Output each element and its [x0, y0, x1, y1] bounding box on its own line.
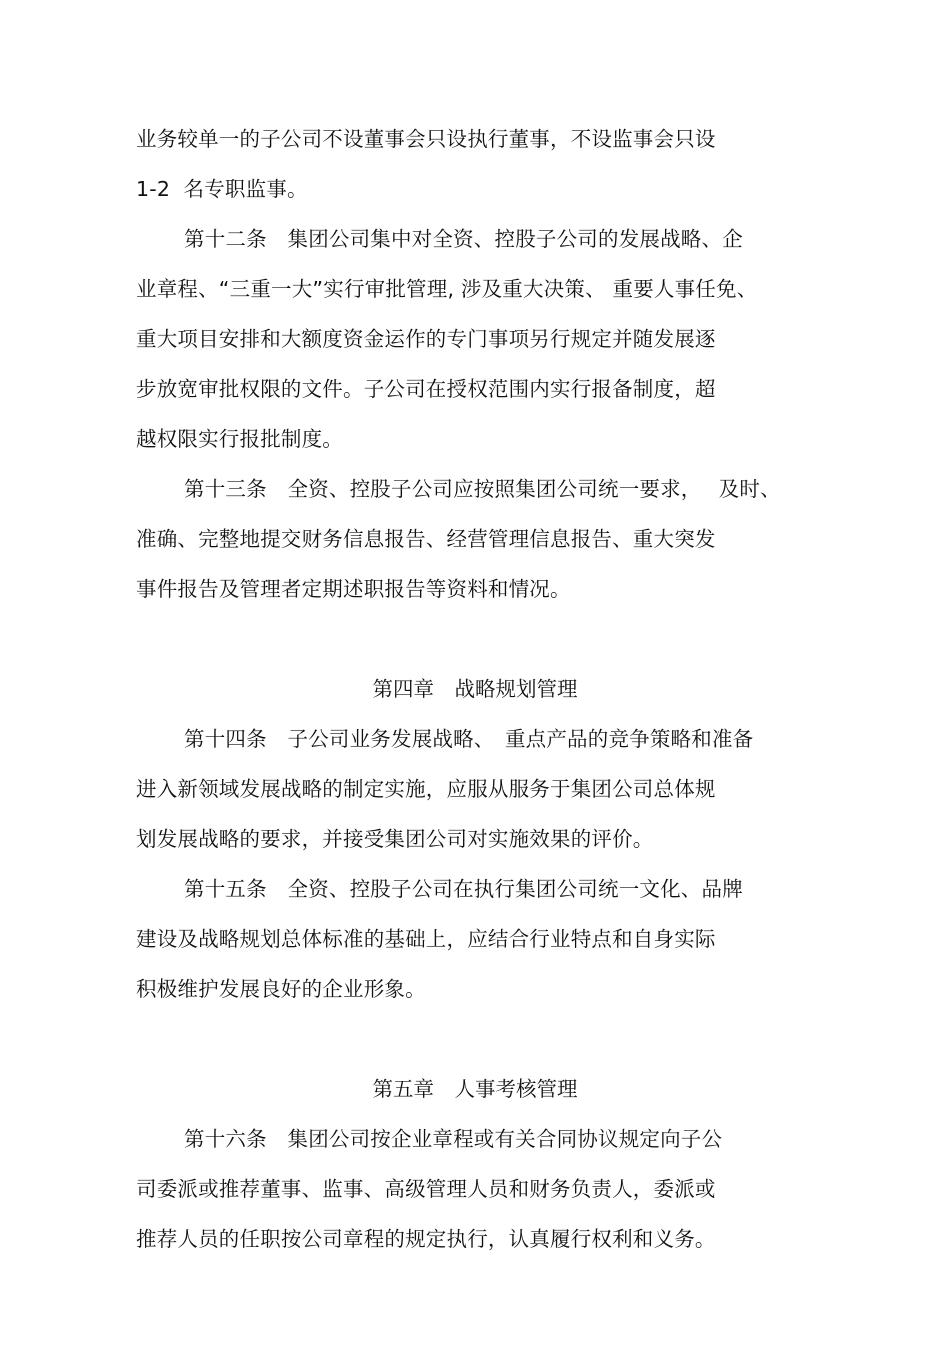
article-16-line: 第十六条 集团公司按企业章程或有关合同协议规定向子公 [184, 1127, 723, 1151]
text-line: 准确、完整地提交财务信息报告、经营管理信息报告、重大突发 [136, 527, 716, 551]
text-line: 业章程、“三重一大”实行审批管理, 涉及重大决策、 重要人事任免、 [136, 277, 758, 301]
article-15-line: 第十五条 全资、控股子公司在执行集团公司统一文化、品牌 [184, 877, 743, 901]
article-12-line: 第十二条 集团公司集中对全资、控股子公司的发展战略、企 [184, 227, 743, 251]
text-line: 推荐人员的任职按公司章程的规定执行，认真履行权利和义务。 [136, 1227, 716, 1251]
text-line: 重大项目安排和大额度资金运作的专门事项另行规定并随发展逐 [136, 327, 716, 351]
text-line: 1-2 名专职监事。 [136, 177, 308, 201]
text-line: 越权限实行报批制度。 [136, 427, 343, 451]
text-line: 建设及战略规划总体标准的基础上，应结合行业特点和自身实际 [136, 927, 716, 951]
text-line: 进入新领域发展战略的制定实施，应服从服务于集团公司总体规 [136, 777, 716, 801]
text-line: 业务较单一的子公司不设董事会只设执行董事，不设监事会只设 [136, 127, 716, 151]
text-line: 步放宽审批权限的文件。子公司在授权范围内实行报备制度，超 [136, 377, 716, 401]
article-14-line: 第十四条 子公司业务发展战略、 重点产品的竞争策略和准备 [184, 727, 754, 751]
text-line: 积极维护发展良好的企业形象。 [136, 977, 426, 1001]
chapter-5-heading: 第五章 人事考核管理 [372, 1077, 578, 1101]
text-line: 划发展战略的要求，并接受集团公司对实施效果的评价。 [136, 827, 654, 851]
text-line: 司委派或推荐董事、监事、高级管理人员和财务负责人，委派或 [136, 1177, 716, 1201]
text-line: 事件报告及管理者定期述职报告等资料和情况。 [136, 577, 571, 601]
chapter-4-heading: 第四章 战略规划管理 [372, 677, 578, 701]
article-13-line: 第十三条 全资、控股子公司应按照集团公司统一要求， 及时、 [184, 477, 781, 501]
